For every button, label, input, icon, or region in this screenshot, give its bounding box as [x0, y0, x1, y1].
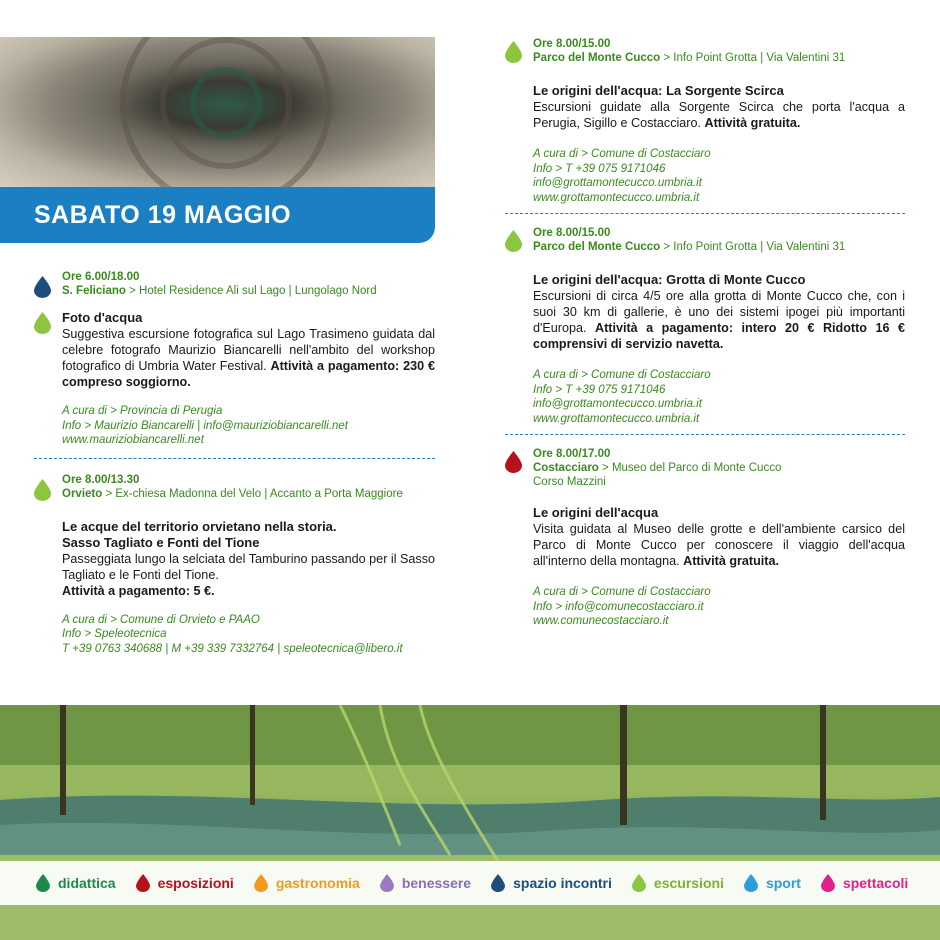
credit-website[interactable]: www.grottamontecucco.umbria.it: [533, 412, 700, 425]
category-legend: [0, 861, 940, 905]
legend-item-spazio-incontri: spazio incontri: [491, 874, 612, 892]
legend-item-esposizioni: esposizioni: [136, 874, 234, 892]
credit-info: Info > Speleotecnica: [62, 628, 167, 640]
drop-icon-escursioni: [505, 41, 522, 63]
drop-icon-esposizioni: [505, 451, 522, 473]
date-banner: [0, 187, 435, 243]
hero-well-photo: [0, 37, 435, 187]
event-title: Le origini dell'acqua: Grotta di Monte Cucco: [533, 272, 806, 287]
event-time: Ore 8.00/15.00: [533, 227, 611, 239]
credit-email[interactable]: info@grottamontecucco.umbria.it: [533, 177, 702, 189]
event-title: Le origini dell'acqua: La Sorgente Scirca: [533, 83, 784, 98]
event-description: Visita guidata al Museo delle grotte e dell'ambiente carsico del Parco di Monte Cucco per conoscere il viaggio dell'acqua all'interno della montagna. Attività gratuita.: [533, 522, 905, 568]
drop-icon-escursioni: [34, 312, 51, 334]
event-place: Orvieto > Ex-chiesa Madonna del Velo | Accanto a Porta Maggiore: [62, 487, 403, 500]
date-title: SABATO 19 MAGGIO: [34, 201, 292, 229]
separator: [505, 434, 905, 435]
event-credits: [533, 147, 905, 205]
drop-icon-gastronomia: [254, 874, 268, 892]
credit-info[interactable]: Info > info@comunecostacciaro.it: [533, 600, 704, 613]
event-place: Parco del Monte Cucco > Info Point Grotta | Via Valentini 31: [533, 241, 846, 253]
event-time: Ore 8.00/17.00: [533, 448, 611, 460]
event-credits: [62, 613, 435, 657]
event-subtitle: Sasso Tagliato e Fonti del Tione: [62, 534, 260, 550]
credit-contacts: T +39 0763 340688 | M +39 339 7332764 | speleotecnica@libero.it: [62, 642, 403, 655]
event-price: Attività a pagamento: 5 €.: [62, 583, 215, 598]
legend-item-sport: sport: [744, 874, 801, 892]
credit-info: Info > T +39 075 9171046: [533, 162, 666, 175]
event-description: Suggestiva escursione fotografica sul Lago Trasimeno guidata dal celebre fotografo Maurizio Biancarelli nell'ambito del workshop fotografico di Umbria Water Festival. Attività a pagamento: 230 € compreso soggiorno.: [62, 327, 435, 389]
credit-website[interactable]: www.mauriziobiancarelli.net: [62, 434, 204, 446]
well-ring-core: [190, 67, 262, 139]
event-sorgente-scirca: [533, 37, 905, 205]
event-credits: [533, 368, 905, 426]
event-foto-acqua: [62, 270, 435, 448]
event-title: Le acque del territorio orvietano nella storia.: [62, 518, 337, 534]
event-place: S. Feliciano > Hotel Residence Ali sul Lago | Lungolago Nord: [62, 285, 377, 297]
credit-info: Info > Maurizio Biancarelli | info@mauriziobiancarelli.net: [62, 419, 349, 432]
event-description: Passeggiata lungo la selciata del Tamburino passando per il Sasso Tagliato e le Fonti del Tione.: [62, 551, 435, 582]
legend-item-spettacoli: spettacoli: [821, 874, 908, 892]
drop-icon-sport: [744, 874, 758, 892]
credit-organizer: A cura di > Provincia di Perugia: [62, 405, 223, 417]
legend-item-benessere: benessere: [380, 874, 471, 892]
drop-icon-escursioni: [632, 874, 646, 892]
credit-website[interactable]: www.grottamontecucco.umbria.it: [533, 191, 700, 204]
event-museo-costacciaro: [533, 447, 905, 629]
credit-organizer: A cura di > Comune di Costacciaro: [533, 586, 711, 598]
event-place: Costacciaro > Museo del Parco di Monte Cucco: [533, 462, 782, 474]
legend-item-gastronomia: gastronomia: [254, 874, 360, 892]
event-title: Le origini dell'acqua: [533, 505, 659, 520]
legend-item-escursioni: escursioni: [632, 874, 724, 892]
event-address: Corso Mazzini: [533, 476, 606, 488]
drop-icon-escursioni: [505, 230, 522, 252]
right-column: [533, 37, 905, 629]
event-description: Escursioni guidate alla Sorgente Scirca che porta l'acqua a Perugia, Sigillo e Costacciaro. Attività gratuita.: [533, 100, 905, 130]
left-column: [62, 270, 435, 656]
drop-icon-spazio-incontri: [34, 276, 51, 298]
drop-icon-benessere: [380, 874, 394, 892]
event-grotta-monte-cucco: [533, 226, 905, 426]
event-time: Ore 8.00/15.00: [533, 38, 611, 50]
event-description: Escursioni di circa 4/5 ore alla grotta di Monte Cucco che, con i suoi 30 km di gallerie, è uno dei sistemi ipogei più importanti d'Europa. Attività a pagamento: intero 20 € Ridotto 16 € comprensivi di servizio navetta.: [533, 289, 905, 351]
credit-website[interactable]: www.comunecostacciaro.it: [533, 615, 669, 627]
drop-icon-esposizioni: [136, 874, 150, 892]
event-credits: [533, 585, 905, 629]
event-title: Foto d'acqua: [62, 310, 143, 325]
credit-info: Info > T +39 075 9171046: [533, 383, 666, 396]
event-time: Ore 8.00/13.30: [62, 473, 140, 486]
credit-organizer: A cura di > Comune di Costacciaro: [533, 369, 711, 381]
credit-organizer: A cura di > Comune di Orvieto e PAAO: [62, 613, 260, 626]
drop-icon-spazio-incontri: [491, 874, 505, 892]
drop-icon-spettacoli: [821, 874, 835, 892]
event-credits: [62, 404, 435, 448]
drop-icon-didattica: [36, 874, 50, 892]
separator: [34, 458, 435, 459]
credit-organizer: A cura di > Comune di Costacciaro: [533, 148, 711, 160]
credit-email[interactable]: info@grottamontecucco.umbria.it: [533, 398, 702, 410]
drop-icon-escursioni: [34, 479, 51, 501]
legend-item-didattica: didattica: [36, 874, 116, 892]
separator: [505, 213, 905, 214]
event-time: Ore 6.00/18.00: [62, 271, 140, 283]
event-orvieto: [62, 473, 435, 657]
event-place: Parco del Monte Cucco > Info Point Grotta | Via Valentini 31: [533, 52, 846, 64]
